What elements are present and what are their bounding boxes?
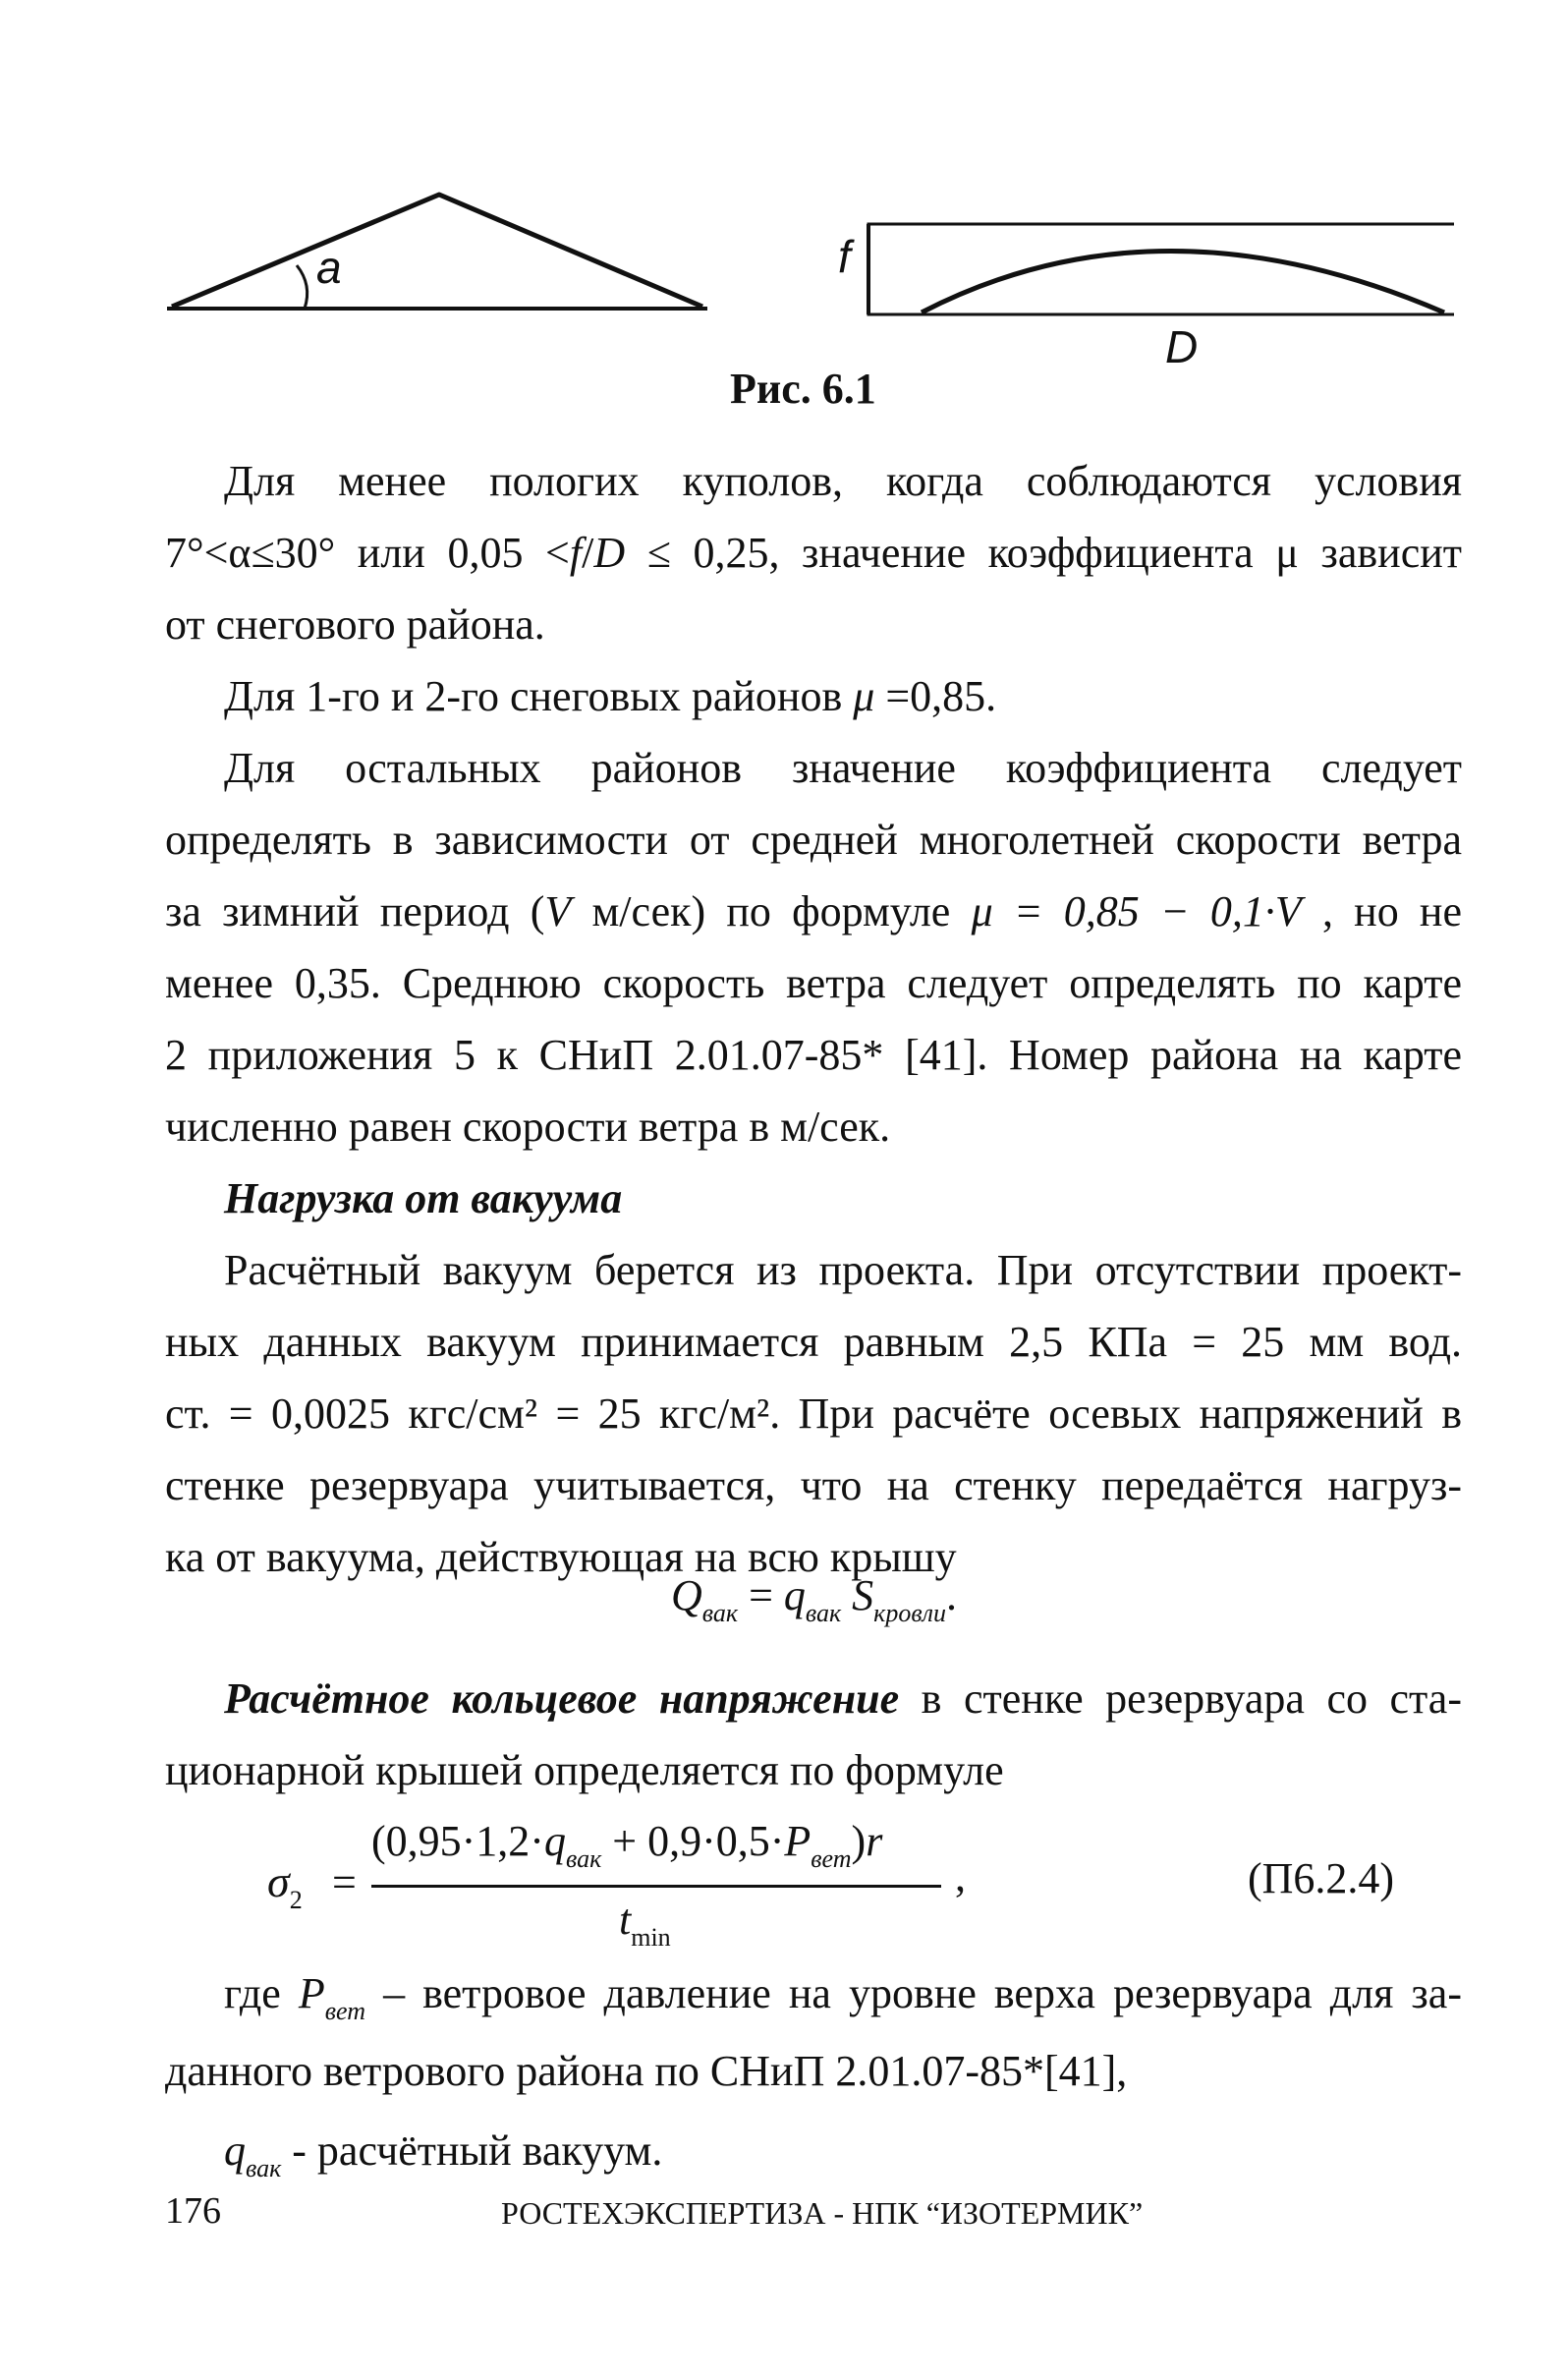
text-run: - расчётный вакуум. (281, 2126, 663, 2175)
formula-number: (П6.2.4) (1248, 1854, 1395, 1902)
paragraph-line (165, 876, 1462, 947)
text-run: 7°<α≤30° или 0,05 < (165, 529, 570, 577)
variable-v: V (544, 887, 572, 935)
text-run: где (224, 1969, 299, 2017)
variable-p-subscript: вет (324, 1997, 365, 2025)
variable-q: q (224, 2126, 246, 2175)
paragraph-where (165, 1957, 1462, 2192)
text-run: =0,85. (874, 672, 997, 720)
formula-sigma-symbol (267, 1855, 303, 1914)
paragraph-line (165, 1957, 1462, 2035)
cone-roof-diagram (167, 187, 707, 324)
variable-d: D (593, 529, 626, 577)
formula-vacuum-load (671, 1570, 957, 1627)
formula-q-lower: q (783, 1571, 806, 1619)
paragraph-line: ка от вакуума, действующая на всю крышу (165, 1533, 957, 1581)
section-heading-vacuum-load: Нагрузка от вакуума (224, 1174, 623, 1222)
denominator-t: t (619, 1896, 632, 1944)
paragraph-line: ционарной крышей определяется по формуле (165, 1746, 1004, 1794)
formula-s-subscript: кровли (873, 1599, 946, 1627)
numerator-q: q (543, 1817, 566, 1865)
paragraph-line (165, 517, 1462, 589)
paragraph-line (165, 1663, 1462, 1734)
fraction-bar (371, 1885, 941, 1888)
text-run: , но не (1301, 887, 1462, 935)
paragraph-line: численно равен скорости ветра в м/сек. (165, 1103, 891, 1151)
height-label-f: f (838, 231, 851, 282)
variable-p: P (298, 1969, 325, 2017)
numerator-part: (0,95·1,2· (371, 1817, 544, 1865)
formula-denominator (619, 1895, 671, 1952)
paragraph-line: 2 приложения 5 к СНиП 2.01.07-85* [41]. Номер района на карте (165, 1031, 1462, 1079)
paragraph-line (165, 2115, 1462, 2192)
paragraph-line: менее 0,35. Среднюю скорость ветра следует определять по карте (165, 959, 1462, 1007)
diameter-label-d: D (1165, 321, 1199, 372)
paragraph-line: Для менее пологих куполов, когда соблюдаются условия (224, 457, 1462, 505)
formula-q-lower-subscript: вак (805, 1599, 842, 1627)
text-run: ≤ 0,25, значение коэффициента μ зависит (625, 529, 1462, 577)
formula-q-symbol: Q (671, 1571, 702, 1619)
formula-equals: = (332, 1858, 357, 1906)
paragraph-vacuum (165, 1234, 1462, 1593)
paragraph-other-regions (165, 732, 1462, 1162)
formula-q-subscript: вак (701, 1599, 739, 1627)
text-run: Для 1-го и 2-го снеговых районов (224, 672, 854, 720)
paragraph-snow-regions (165, 660, 1462, 732)
paragraph-line: ст. = 0,0025 кгс/см² = 25 кгс/м². При расчёте осевых напряжений в (165, 1389, 1462, 1438)
numerator-part: + 0,9·0,5· (601, 1817, 785, 1865)
numerator-part: ) (851, 1817, 867, 1865)
variable-mu: μ (853, 672, 875, 720)
paragraph-line: стенке резервуара учитывается, что на стенку передаётся нагруз- (165, 1461, 1462, 1509)
numerator-p-subscript: вет (811, 1844, 852, 1873)
page-number: 176 (165, 2190, 221, 2232)
text-run: – ветровое давление на уровне верха резервуара для за- (365, 1969, 1462, 2017)
formula-comma: , (955, 1852, 966, 1900)
variable-f: f (569, 529, 583, 577)
paragraph-line: данного ветрового района по СНиП 2.01.07-85*[41], (165, 2047, 1128, 2095)
variable-q-subscript: вак (246, 2154, 282, 2182)
formula-period: . (945, 1571, 957, 1619)
bold-term: Расчётное кольцевое напряжение (224, 1674, 900, 1723)
numerator-q-subscript: вак (565, 1844, 602, 1873)
footer-publisher: РОСТЕХЭКСПЕРТИЗА - НПК “ИЗОТЕРМИК” (501, 2195, 1144, 2231)
numerator-r: r (866, 1817, 883, 1865)
paragraph-line: ных данных вакуум принимается равным 2,5 КПа = 25 мм вод. (165, 1318, 1462, 1366)
formula-numerator (371, 1816, 883, 1873)
formula-hoop-stress (0, 1808, 1567, 1952)
denominator-t-subscript: min (631, 1923, 671, 1952)
sigma-symbol: σ (267, 1856, 290, 1906)
formula-equals: = (749, 1571, 773, 1619)
paragraph-dome-conditions (165, 445, 1462, 660)
paragraph-line: Расчётный вакуум берется из проекта. При отсутствии проект- (224, 1246, 1462, 1294)
sigma-subscript: 2 (289, 1886, 303, 1914)
formula-s-symbol: S (852, 1571, 874, 1619)
text-run: за зимний период ( (165, 887, 545, 935)
paragraph-line: Для остальных районов значение коэффициента следует (224, 744, 1462, 792)
paragraph-line: определять в зависимости от средней многолетней скорости ветра (165, 816, 1462, 864)
angle-label-a: a (316, 242, 342, 293)
inline-formula-mu: μ = 0,85 − 0,1·V (971, 887, 1302, 935)
paragraph-line: от снегового района. (165, 600, 545, 649)
text-run: м/сек) по формуле (571, 887, 972, 935)
text-run: в стенке резервуара со ста- (899, 1674, 1462, 1723)
figure-caption: Рис. 6.1 (730, 365, 876, 413)
dome-roof-diagram (865, 214, 1454, 322)
paragraph-hoop-stress (165, 1663, 1462, 1806)
text-run: / (582, 529, 594, 577)
figure-6-1 (0, 0, 1567, 432)
numerator-p: P (784, 1817, 811, 1865)
